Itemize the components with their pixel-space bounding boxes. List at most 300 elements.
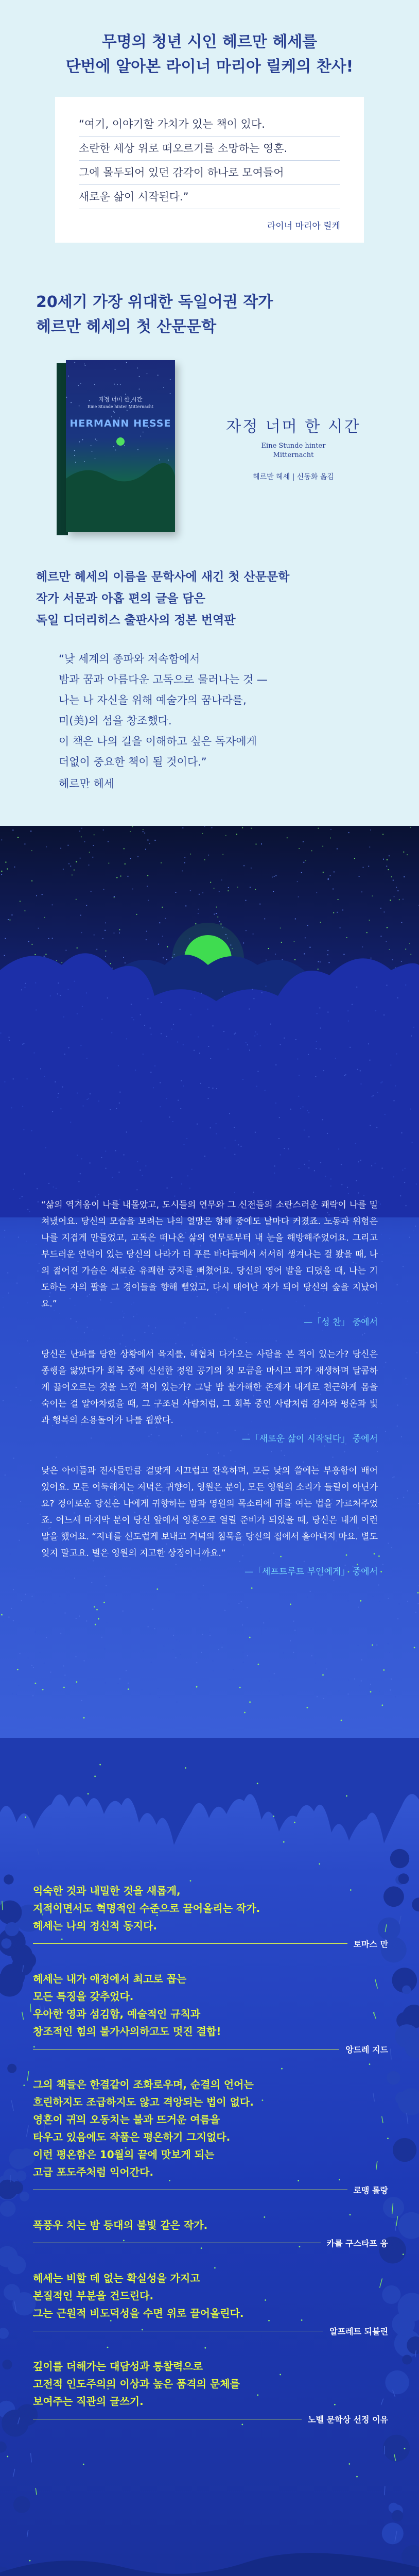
star: [246, 930, 247, 931]
texture-dot: [338, 1148, 339, 1149]
star: [44, 956, 45, 957]
texture-dot: [280, 1155, 281, 1156]
star: [275, 875, 276, 876]
star: [4, 955, 5, 956]
star: [24, 910, 25, 911]
star: [45, 954, 46, 955]
texture-dot: [3, 1621, 4, 1622]
star: [97, 440, 98, 441]
texture-dot: [412, 1142, 413, 1143]
texture-dot: [64, 1054, 65, 1055]
texture-dot: [284, 1038, 285, 1039]
star: [146, 939, 147, 940]
texture-dot: [59, 1596, 60, 1597]
texture-dot: [144, 1025, 145, 1026]
texture-dot: [396, 1054, 397, 1055]
star: [52, 904, 53, 905]
texture-dot: [39, 1511, 40, 1512]
book-section: [0, 265, 419, 564]
texture-dot: [64, 1675, 65, 1676]
texture-dot: [179, 1641, 180, 1642]
texture-dot: [200, 1083, 201, 1084]
texture-dot: [235, 1140, 236, 1141]
texture-dot: [4, 1081, 5, 1082]
texture-dot: [373, 1095, 374, 1096]
texture-dot: [361, 1681, 362, 1682]
texture-dot: [104, 1648, 106, 1649]
star: [31, 880, 32, 882]
texture-dot: [62, 1087, 63, 1088]
review-line: 그의 책들은 한결같이 조화로우며, 순결의 언어는: [33, 2078, 254, 2091]
texture-dot: [246, 1042, 247, 1043]
review-divider: [33, 1943, 347, 1944]
firefly: [1, 1614, 3, 1616]
leaf-cluster: [4, 2284, 20, 2300]
texture-dot: [415, 1226, 416, 1227]
leaf-cluster: [393, 2138, 416, 2162]
star: [333, 889, 334, 890]
star: [79, 831, 80, 832]
star: [11, 914, 12, 916]
star: [75, 362, 76, 363]
star: [409, 943, 410, 944]
star: [281, 942, 282, 943]
texture-dot: [300, 1108, 301, 1109]
book-cover-image: [57, 360, 175, 535]
star: [94, 935, 95, 936]
texture-dot: [27, 1078, 28, 1079]
cover-hills: [66, 463, 175, 532]
star: [12, 829, 13, 831]
texture-dot: [413, 1027, 414, 1028]
star: [250, 887, 251, 888]
texture-dot: [375, 1163, 376, 1164]
texture-dot: [293, 1621, 294, 1622]
star: [116, 877, 117, 878]
star: [389, 949, 390, 950]
texture-dot: [126, 1038, 127, 1039]
star: [170, 379, 171, 380]
review-attribution: [33, 2325, 388, 2337]
leaf-cluster: [0, 2328, 9, 2339]
star: [182, 870, 183, 871]
texture-dot: [31, 1130, 32, 1131]
firefly: [290, 1604, 291, 1605]
firefly: [42, 1689, 44, 1690]
leaf-cluster: [402, 1986, 411, 1994]
star: [333, 912, 334, 913]
star: [214, 914, 215, 915]
reviewer-name: 토마스 만: [353, 1939, 388, 1949]
texture-dot: [173, 1635, 174, 1636]
star: [221, 879, 222, 880]
texture-dot: [252, 989, 253, 990]
star: [20, 901, 21, 902]
texture-dot: [3, 1400, 4, 1401]
texture-dot: [279, 1117, 280, 1118]
texture-dot: [308, 1167, 309, 1168]
texture-dot: [348, 1693, 349, 1694]
star: [89, 865, 90, 866]
reviews-list: [33, 1882, 388, 2446]
firefly: [381, 1704, 383, 1706]
star: [388, 869, 389, 870]
star: [91, 891, 92, 892]
star: [225, 835, 226, 836]
texture-dot: [407, 1490, 408, 1492]
texture-dot: [238, 1144, 239, 1145]
texture-dot: [380, 1204, 381, 1205]
texture-dot: [56, 1188, 57, 1189]
texture-dot: [161, 1033, 162, 1034]
star: [301, 872, 302, 873]
star: [146, 931, 147, 932]
texture-dot: [11, 1107, 12, 1108]
book-info: [216, 414, 371, 482]
leaf-cluster: [392, 2313, 415, 2336]
texture-dot: [208, 1046, 209, 1047]
star: [273, 891, 274, 892]
texture-dot: [350, 1047, 351, 1048]
star: [117, 384, 118, 385]
firefly: [94, 1775, 96, 1777]
texture-dot: [290, 1640, 291, 1641]
texture-dot: [128, 1683, 129, 1684]
star: [167, 448, 168, 449]
texture-dot: [370, 1688, 371, 1689]
texture-dot: [249, 1049, 250, 1050]
grass-stroke: [27, 2125, 29, 2137]
texture-dot: [242, 1079, 243, 1080]
star: [228, 890, 229, 891]
review-item: [33, 1882, 388, 1950]
firefly: [273, 1816, 274, 1817]
star: [256, 844, 257, 845]
texture-dot: [216, 1133, 217, 1134]
texture-dot: [280, 1044, 281, 1045]
texture-dot: [316, 1041, 317, 1042]
texture-dot: [76, 1618, 77, 1619]
star: [222, 854, 223, 855]
texture-dot: [376, 1127, 377, 1128]
texture-dot: [269, 1681, 270, 1682]
texture-dot: [213, 1670, 214, 1671]
star: [264, 918, 265, 919]
star: [31, 850, 32, 851]
texture-dot: [387, 985, 388, 986]
star: [124, 445, 125, 446]
excerpt-source: —「세프트루트 부인에게」 중에서: [245, 1567, 378, 1577]
texture-dot: [348, 1600, 349, 1601]
texture-dot: [77, 1013, 78, 1014]
texture-dot: [25, 987, 26, 988]
texture-dot: [21, 1600, 22, 1601]
texture-dot: [28, 1657, 29, 1658]
texture-dot: [52, 1111, 53, 1112]
texture-dot: [68, 1047, 69, 1048]
star: [113, 411, 114, 412]
texture-dot: [308, 1112, 309, 1113]
leaf-cluster: [7, 2256, 26, 2274]
star: [163, 957, 164, 958]
texture-dot: [347, 1187, 348, 1188]
texture-dot: [410, 1109, 411, 1110]
leaf-cluster: [13, 2496, 30, 2513]
texture-dot: [409, 1237, 410, 1238]
texture-dot: [65, 1613, 66, 1614]
firefly: [35, 1683, 37, 1684]
texture-dot: [389, 1652, 390, 1653]
reviewer-name: 앙드레 지드: [345, 2045, 388, 2055]
texture-dot: [58, 982, 59, 984]
texture-dot: [266, 986, 267, 987]
texture-dot: [322, 1119, 323, 1120]
firefly: [348, 2463, 350, 2465]
leaf-cluster: [412, 1897, 419, 1911]
star: [170, 393, 171, 394]
texture-dot: [101, 1157, 102, 1158]
texture-dot: [126, 1131, 127, 1132]
leaf-cluster: [7, 2064, 16, 2073]
texture-dot: [5, 1475, 6, 1476]
star: [307, 925, 308, 926]
texture-dot: [223, 1031, 224, 1032]
star: [115, 369, 116, 370]
star: [304, 953, 305, 954]
quote-source: 라이너 마리아 릴케: [267, 221, 340, 231]
texture-dot: [177, 1042, 178, 1043]
texture-dot: [382, 1478, 383, 1479]
texture-dot: [247, 1044, 248, 1045]
texture-dot: [408, 1445, 409, 1446]
texture-dot: [204, 1156, 205, 1157]
texture-dot: [327, 1012, 328, 1013]
star: [337, 912, 338, 913]
texture-dot: [406, 1205, 407, 1206]
texture-dot: [183, 1086, 184, 1087]
star: [74, 455, 75, 456]
texture-dot: [13, 1458, 14, 1459]
texture-dot: [13, 1589, 14, 1590]
star: [389, 855, 390, 856]
texture-dot: [210, 1127, 211, 1128]
rilke-quote-card: [55, 97, 364, 243]
texture-dot: [308, 1137, 309, 1138]
texture-dot: [345, 1074, 346, 1075]
texture-dot: [354, 1679, 355, 1680]
texture-dot: [75, 1684, 76, 1685]
texture-dot: [406, 1378, 407, 1379]
texture-dot: [315, 1076, 316, 1077]
book-credit: 헤르만 헤세 | 신동화 옮김: [253, 473, 334, 481]
firefly: [403, 2253, 404, 2255]
star: [79, 442, 80, 443]
star: [139, 376, 140, 377]
texture-dot: [202, 1634, 203, 1635]
leaf-cluster: [9, 2149, 29, 2170]
texture-dot: [390, 1064, 391, 1065]
texture-dot: [358, 1645, 359, 1646]
texture-dot: [356, 1180, 357, 1181]
review-attribution: [33, 2413, 388, 2425]
texture-dot: [48, 1183, 49, 1184]
star: [84, 364, 85, 365]
texture-dot: [370, 1060, 371, 1061]
grass-stroke: [396, 2216, 398, 2226]
texture-dot: [320, 1048, 321, 1049]
texture-dot: [394, 1477, 395, 1478]
star: [253, 934, 254, 935]
texture-dot: [166, 1036, 167, 1037]
texture-dot: [416, 1352, 417, 1353]
texture-dot: [53, 1187, 54, 1188]
star: [384, 911, 385, 912]
texture-dot: [21, 1466, 22, 1467]
star: [76, 899, 77, 900]
texture-dot: [293, 1652, 294, 1653]
star: [261, 843, 262, 844]
grass-stroke: [27, 2071, 28, 2080]
texture-dot: [154, 1628, 155, 1629]
texture-dot: [24, 1174, 25, 1175]
star: [102, 938, 103, 939]
star: [198, 909, 199, 910]
texture-dot: [159, 1697, 160, 1698]
texture-dot: [187, 1175, 188, 1176]
texture-dot: [389, 1438, 390, 1439]
texture-dot: [63, 1666, 64, 1667]
texture-dot: [325, 1176, 326, 1177]
review-line: 그는 근원적 비도덕성을 수면 위로 끌어올린다.: [33, 2307, 244, 2319]
firefly: [29, 2560, 31, 2562]
texture-dot: [317, 1013, 318, 1014]
star: [309, 947, 310, 948]
texture-dot: [119, 1103, 120, 1104]
texture-dot: [278, 1138, 280, 1139]
texture-dot: [150, 1693, 151, 1694]
texture-dot: [111, 1032, 112, 1033]
texture-dot: [323, 1698, 324, 1699]
texture-dot: [382, 1168, 383, 1169]
firefly: [249, 1637, 251, 1638]
texture-dot: [269, 1618, 270, 1619]
texture-dot: [44, 1076, 45, 1077]
texture-dot: [417, 1490, 418, 1491]
texture-dot: [347, 1010, 348, 1011]
firefly: [341, 1720, 342, 1721]
intro-section: [0, 0, 419, 265]
texture-dot: [163, 1646, 164, 1647]
star: [137, 856, 138, 857]
texture-dot: [16, 1283, 18, 1284]
review-line: 폭풍우 치는 밤 등대의 불빛 같은 작가.: [33, 2219, 208, 2231]
texture-dot: [416, 1383, 417, 1384]
texture-dot: [213, 1660, 214, 1662]
texture-dot: [15, 1511, 16, 1512]
texture-dot: [229, 1679, 230, 1680]
star: [399, 899, 400, 900]
texture-dot: [330, 1185, 331, 1187]
star: [80, 383, 81, 384]
star: [190, 890, 191, 891]
grass-stroke: [22, 2012, 24, 2020]
texture-dot: [81, 1700, 82, 1701]
texture-dot: [218, 1649, 219, 1650]
texture-dot: [344, 1075, 345, 1076]
firefly: [23, 2084, 25, 2086]
texture-dot: [260, 1045, 261, 1046]
star: [34, 954, 36, 955]
texture-dot: [147, 998, 148, 999]
star: [77, 947, 78, 948]
texture-dot: [57, 993, 58, 994]
texture-dot: [1, 1032, 2, 1033]
star: [85, 365, 86, 366]
star: [137, 368, 138, 369]
texture-dot: [176, 1639, 177, 1640]
star: [380, 936, 381, 937]
star: [94, 834, 95, 835]
quote-line: “여기, 이야기할 가치가 있는 책이 있다.: [79, 112, 340, 137]
texture-dot: [45, 1147, 46, 1148]
texture-dot: [23, 1129, 24, 1130]
star: [111, 416, 112, 417]
texture-dot: [63, 1016, 64, 1018]
star: [298, 896, 299, 897]
texture-dot: [208, 1087, 210, 1088]
star: [328, 962, 329, 963]
firefly: [417, 1592, 419, 1594]
star: [243, 942, 244, 943]
leaf-cluster: [387, 2071, 400, 2085]
star: [31, 944, 32, 945]
star: [327, 954, 328, 955]
star: [81, 836, 82, 837]
star: [219, 891, 220, 892]
texture-dot: [123, 1611, 124, 1612]
texture-dot: [172, 1649, 173, 1650]
star: [340, 927, 341, 928]
texture-dot: [207, 1009, 208, 1010]
grass-stroke: [390, 2049, 391, 2060]
texture-dot: [199, 1053, 200, 1054]
star: [295, 919, 296, 920]
star: [110, 963, 111, 964]
star: [125, 394, 126, 395]
star: [163, 387, 164, 388]
leaf-cluster: [4, 1874, 13, 1884]
star: [369, 846, 370, 848]
texture-dot: [401, 1132, 403, 1133]
texture-dot: [150, 1072, 151, 1073]
texture-dot: [253, 1192, 254, 1193]
star: [323, 872, 324, 873]
star: [318, 961, 319, 962]
texture-dot: [238, 1603, 239, 1604]
star: [44, 917, 45, 918]
star: [120, 384, 121, 385]
star: [68, 376, 69, 377]
star: [72, 874, 73, 875]
texture-dot: [133, 1019, 134, 1020]
leaf-cluster: [0, 2201, 15, 2217]
texture-dot: [348, 1021, 349, 1022]
texture-dot: [235, 1630, 236, 1631]
firefly: [356, 2476, 358, 2478]
star: [354, 858, 355, 859]
star: [342, 909, 343, 910]
star: [159, 922, 160, 923]
